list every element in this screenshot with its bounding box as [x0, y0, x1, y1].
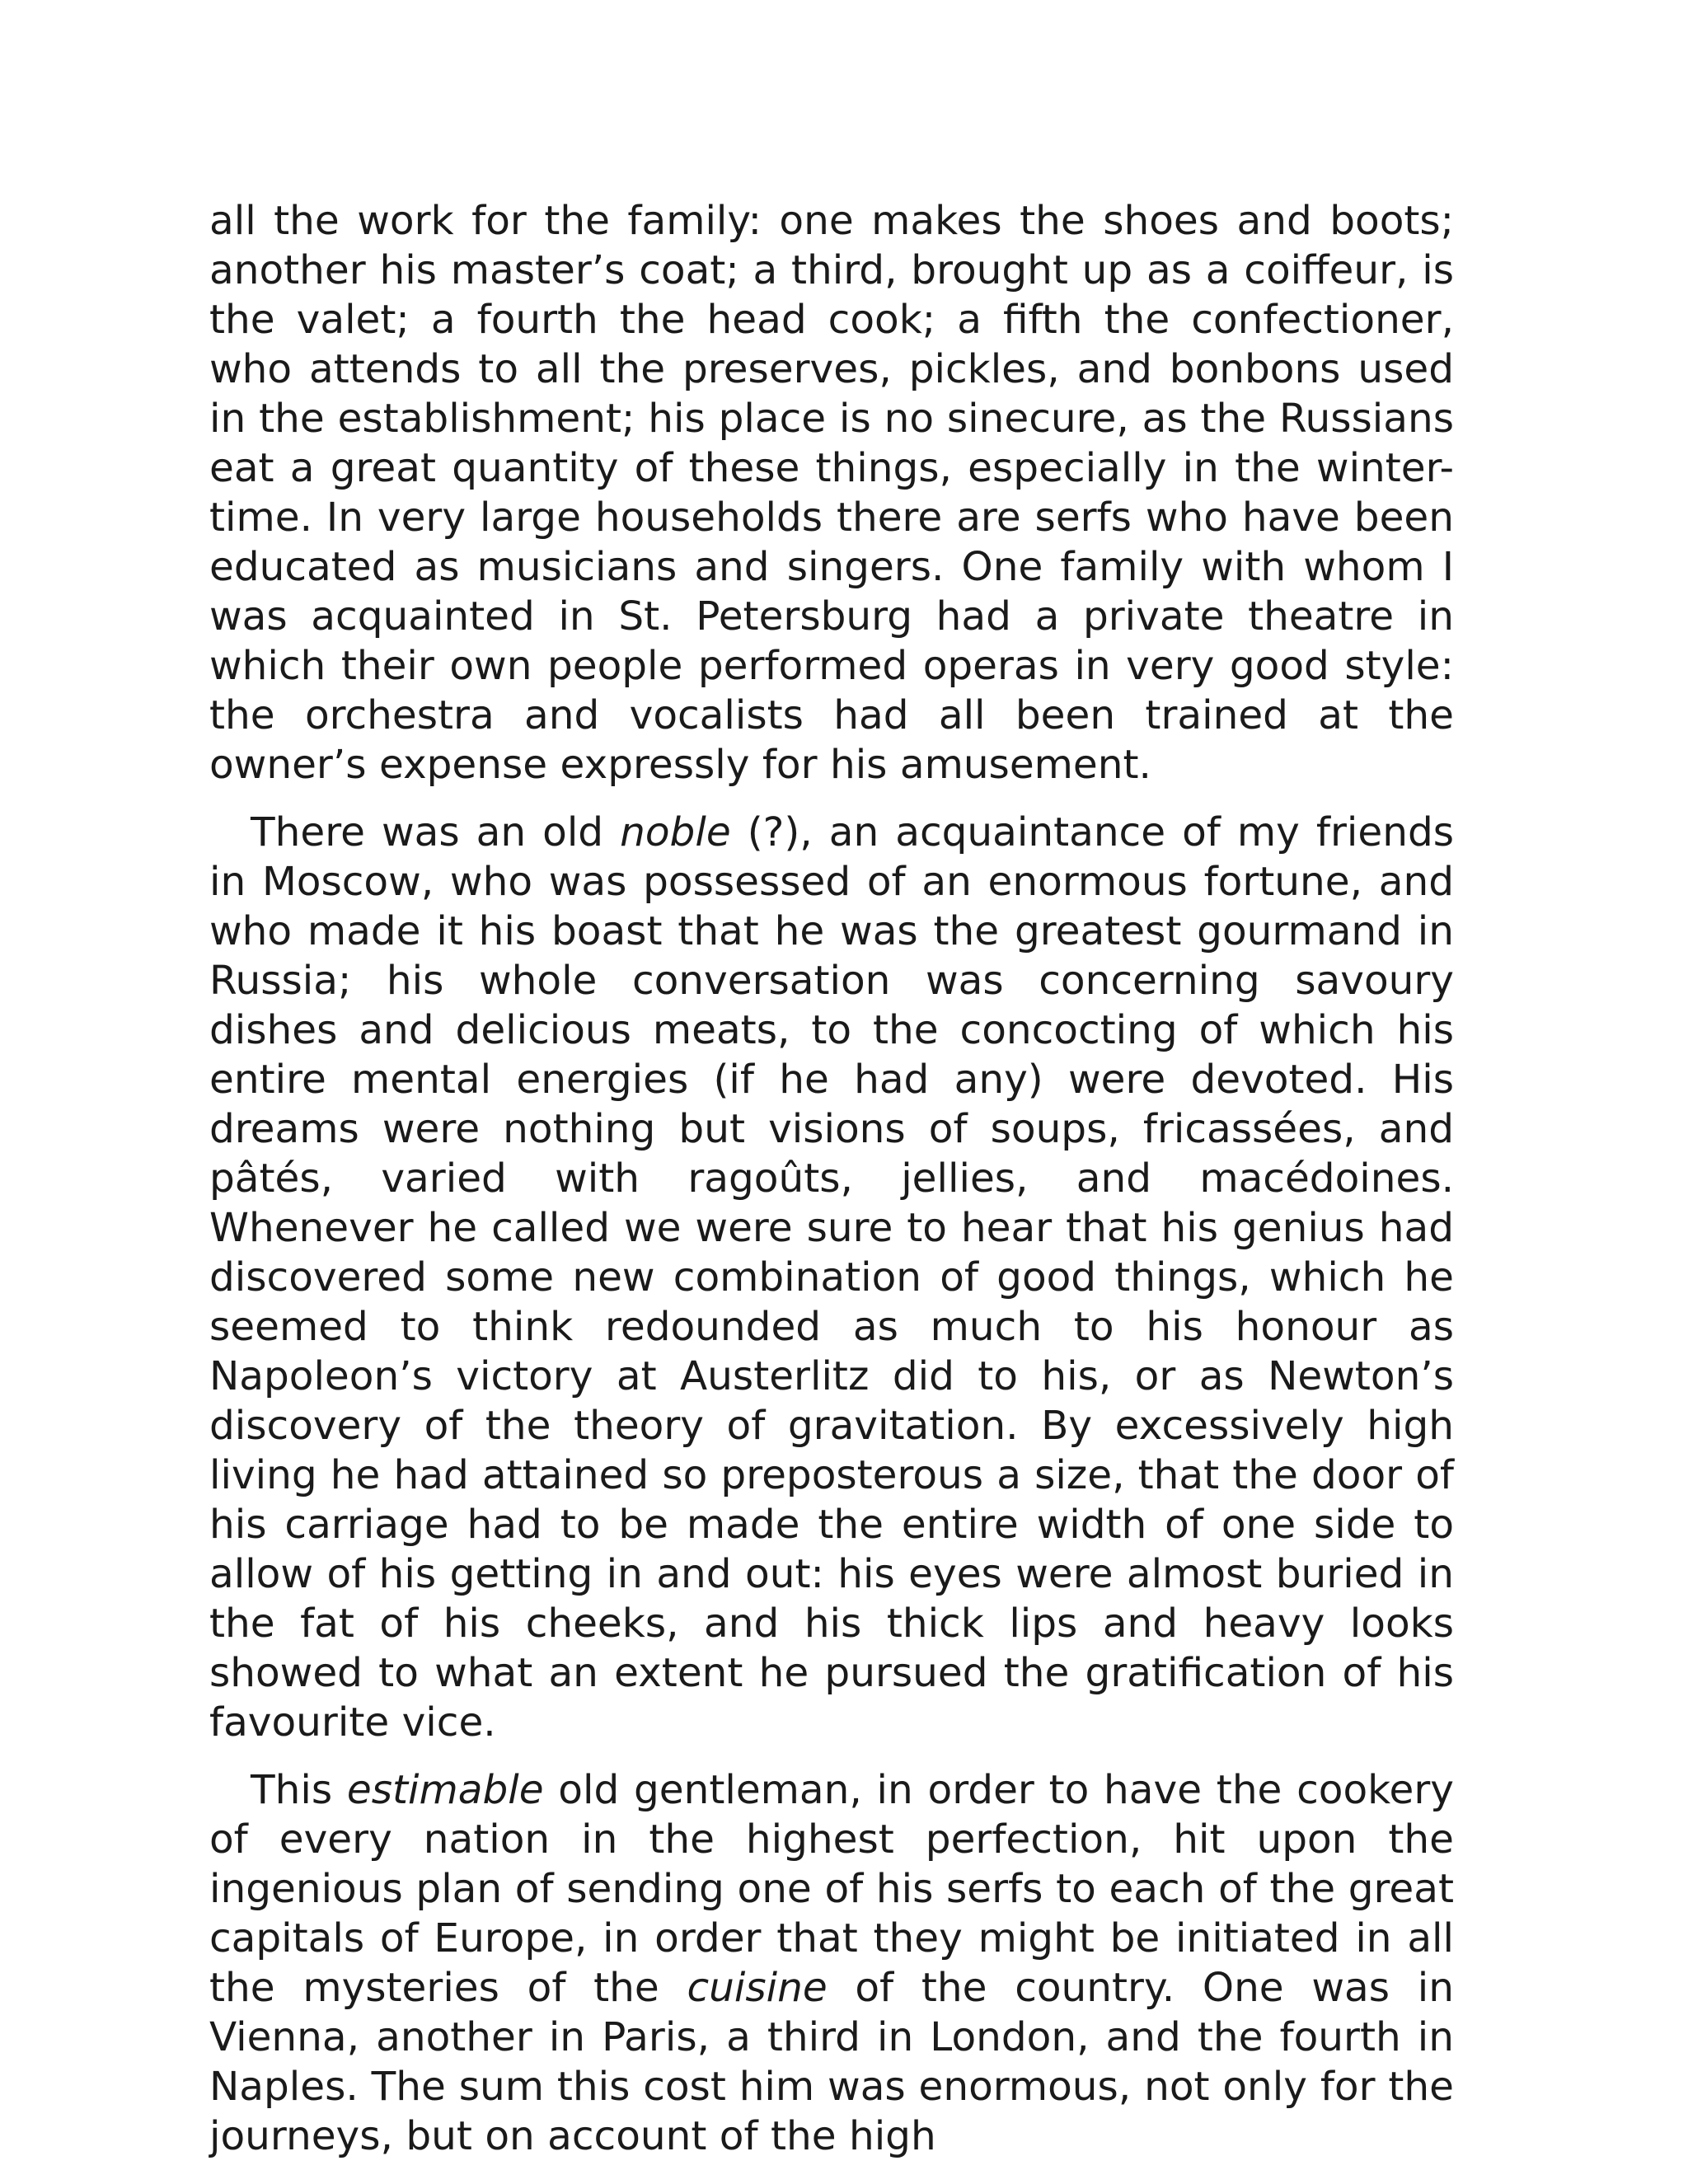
paragraph-text: all the work for the family: one makes the shoes and boots; another his master’s coat; a third, brought up as a coiffeur, is the valet; a fourth the head cook; a fifth the confectioner, who attends to all the preserves, pickles, and bonbons used in the establishment; his place is no sinecure, as the Russians eat a great quantity of these things, especially in the winter-time. In very large households there are serfs who have been educated as musicians and singers. One family with whom I was acquainted in St. Petersburg had a private theatre in which their own people performed operas in very good style: the orchestra and vocalists had all been trained at the owner’s expense expressly for his amusement.	[209, 198, 1454, 788]
page-body	[209, 196, 1454, 2161]
italic-word: noble	[620, 809, 731, 855]
italic-word: cuisine	[687, 1965, 828, 2011]
italic-word: estimable	[346, 1767, 544, 1813]
paragraph-1	[209, 196, 1454, 790]
paragraph-text: of the country. One was in Vienna, another in Paris, a third in London, and the fourth in Naples. The sum this cost him was enormous, not only for the journeys, but on account of the high	[209, 1965, 1454, 2159]
paragraph-text: This	[251, 1767, 347, 1813]
paragraph-2	[209, 808, 1454, 1747]
paragraph-text: old gentleman, in order to have the cookery of every nation in the highest perfection, hit upon the ingenious plan of sending one of his serfs to each of the great capitals of Europe, in order that they might be initiated in all the mysteries of the	[209, 1767, 1454, 2011]
paragraph-text: There was an old	[251, 809, 621, 855]
paragraph-3	[209, 1765, 1454, 2161]
paragraph-text: (?), an acquaintance of my friends in Moscow, who was possessed of an enormous fortune, and who made it his boast that he was the greatest gourmand in Russia; his whole conversation was concerning savoury dishes and delicious meats, to the concocting of which his entire mental energies (if he had any) were devoted. His dreams were nothing but visions of soups, fricassées, and pâtés, varied with ragoûts, jellies, and macédoines. Whenever he called we were sure to hear that his genius had discovered some new combination of good things, which he seemed to think redounded as much to his honour as Napoleon’s victory at Austerlitz did to his, or as Newton’s discovery of the theory of gravitation. By excessively high living he had attained so preposterous a size, that the door of his carriage had to be made the entire width of one side to allow of his getting in and out: his eyes were almost buried in the fat of his cheeks, and his thick lips and heavy looks showed to what an extent he pursued the gratification of his favourite vice.	[209, 809, 1454, 1746]
